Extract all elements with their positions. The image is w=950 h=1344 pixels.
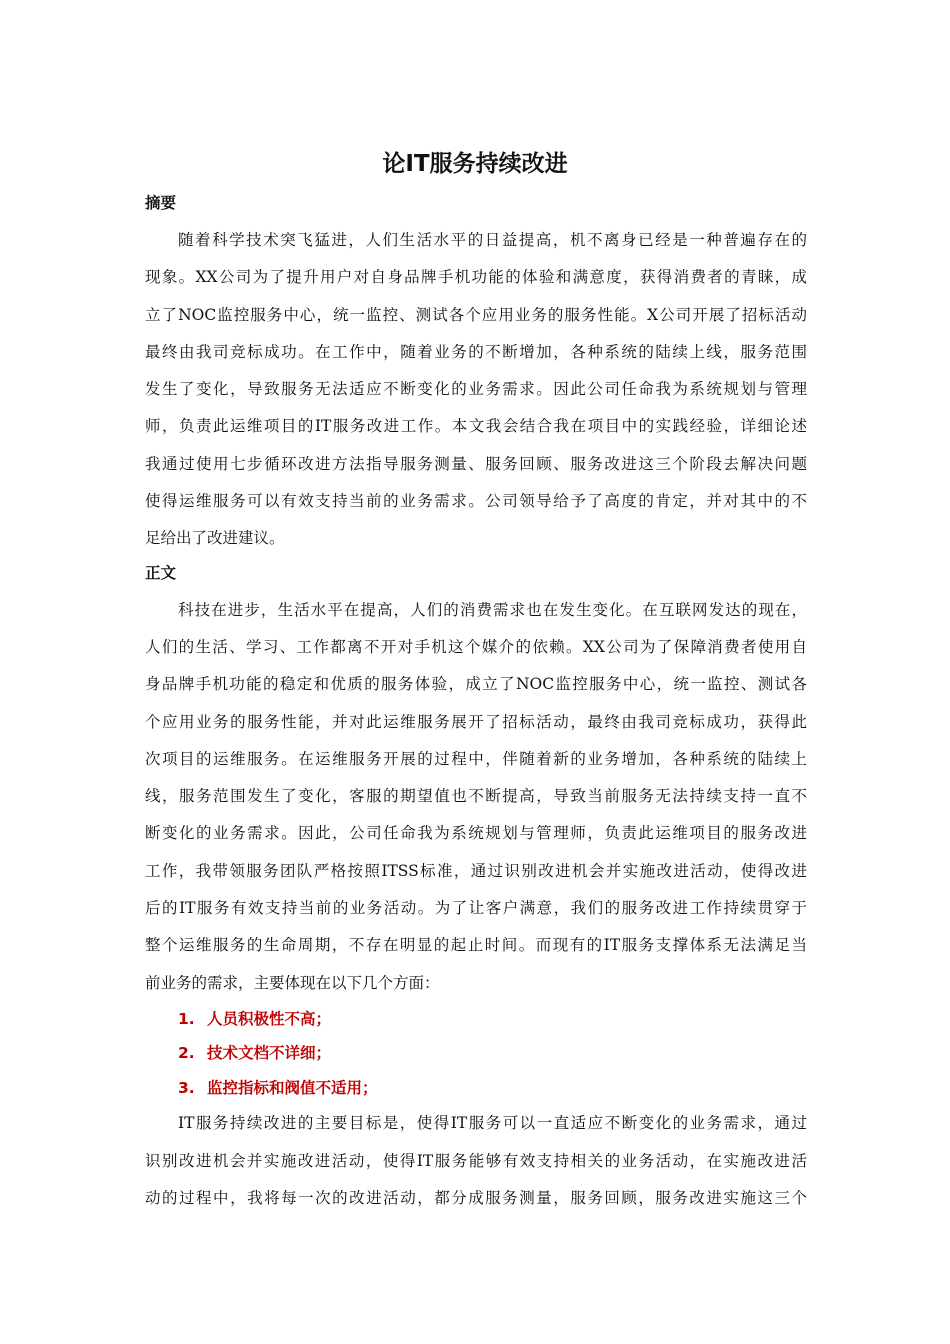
list-item	[145, 1071, 807, 1106]
issue-list	[145, 1002, 807, 1106]
document-title: 论IT服务持续改进	[382, 151, 568, 177]
text-line: 身品牌手机功能的稳定和优质的服务体验，成立了NOC监控服务中心，统一监控、测试各	[145, 675, 807, 694]
text-line: 科技在进步，生活水平在提高，人们的消费需求也在发生变化。在互联网发达的现在，	[178, 600, 807, 619]
list-number: 3.	[178, 1078, 195, 1097]
text-line: 发生了变化，导致服务无法适应不断变化的业务需求。因此公司任命我为系统规划与管理	[145, 380, 807, 399]
text-line: 人们的生活、学习、工作都离不开对手机这个媒介的依赖。XX公司为了保障消费者使用自	[145, 637, 807, 656]
text-line: 足给出了改进建议。	[145, 529, 285, 548]
text-line: 线，服务范围发生了变化，客服的期望值也不断提高，导致当前服务无法持续支持一直不	[145, 787, 807, 806]
text-line: 师，负责此运维项目的IT服务改进工作。本文我会结合我在项目中的实践经验，详细论述	[145, 417, 807, 436]
text-line: IT服务持续改进的主要目标是，使得IT服务可以一直适应不断变化的业务需求，通过	[178, 1114, 807, 1133]
text-line: 个应用业务的服务性能，并对此运维服务展开了招标活动，最终由我司竞标成功，获得此	[145, 712, 807, 731]
text-line: 动的过程中，我将每一次的改进活动，都分成服务测量，服务回顾，服务改进实施这三个	[145, 1189, 807, 1208]
abstract-heading: 摘要	[145, 194, 177, 212]
text-line: 断变化的业务需求。因此，公司任命我为系统规划与管理师，负责此运维项目的服务改进	[145, 824, 807, 843]
list-number: 1.	[178, 1009, 195, 1028]
text-line: 随着科学技术突飞猛进，人们生活水平的日益提高，机不离身已经是一种普遍存在的	[178, 231, 807, 249]
list-number: 2.	[178, 1044, 195, 1063]
text-line: 现象。XX公司为了提升用户对自身品牌手机功能的体验和满意度，获得消费者的青睐，成	[145, 268, 807, 287]
abstract-paragraph	[145, 222, 807, 558]
text-line: 识别改进机会并实施改进活动，使得IT服务能够有效支持相关的业务活动，在实施改进活	[145, 1151, 807, 1170]
main-paragraph-2	[145, 1105, 807, 1217]
main-heading: 正文	[145, 563, 177, 582]
list-item	[145, 1036, 807, 1071]
list-text: 人员积极性不高；	[207, 1009, 332, 1028]
text-line: 立了NOC监控服务中心，统一监控、测试各个应用业务的服务性能。X公司开展了招标活动	[145, 305, 807, 324]
text-line: 工作，我带领服务团队严格按照ITSS标准，通过识别改进机会并实施改进活动，使得改进	[145, 861, 807, 880]
list-text: 监控指标和阀值不适用；	[207, 1078, 378, 1097]
text-line: 整个运维服务的生命周期，不存在明显的起止时间。而现有的IT服务支撑体系无法满足当	[145, 936, 807, 955]
list-text: 技术文档不详细；	[207, 1044, 332, 1063]
text-line: 前业务的需求，主要体现在以下几个方面：	[145, 973, 440, 992]
list-item	[145, 1002, 807, 1037]
main-paragraph-1	[145, 592, 807, 1002]
text-line: 次项目的运维服务。在运维服务开展的过程中，伴随着新的业务增加，各种系统的陆续上	[145, 749, 807, 768]
text-line: 后的IT服务有效支持当前的业务活动。为了让客户满意，我们的服务改进工作持续贯穿于	[145, 899, 807, 918]
document-body	[145, 188, 807, 1217]
text-line: 最终由我司竞标成功。在工作中，随着业务的不断增加，各种系统的陆续上线，服务范围	[145, 342, 807, 361]
text-line: 我通过使用七步循环改进方法指导服务测量、服务回顾、服务改进这三个阶段去解决问题	[145, 454, 807, 473]
text-line: 使得运维服务可以有效支持当前的业务需求。公司领导给予了高度的肯定，并对其中的不	[145, 492, 807, 511]
